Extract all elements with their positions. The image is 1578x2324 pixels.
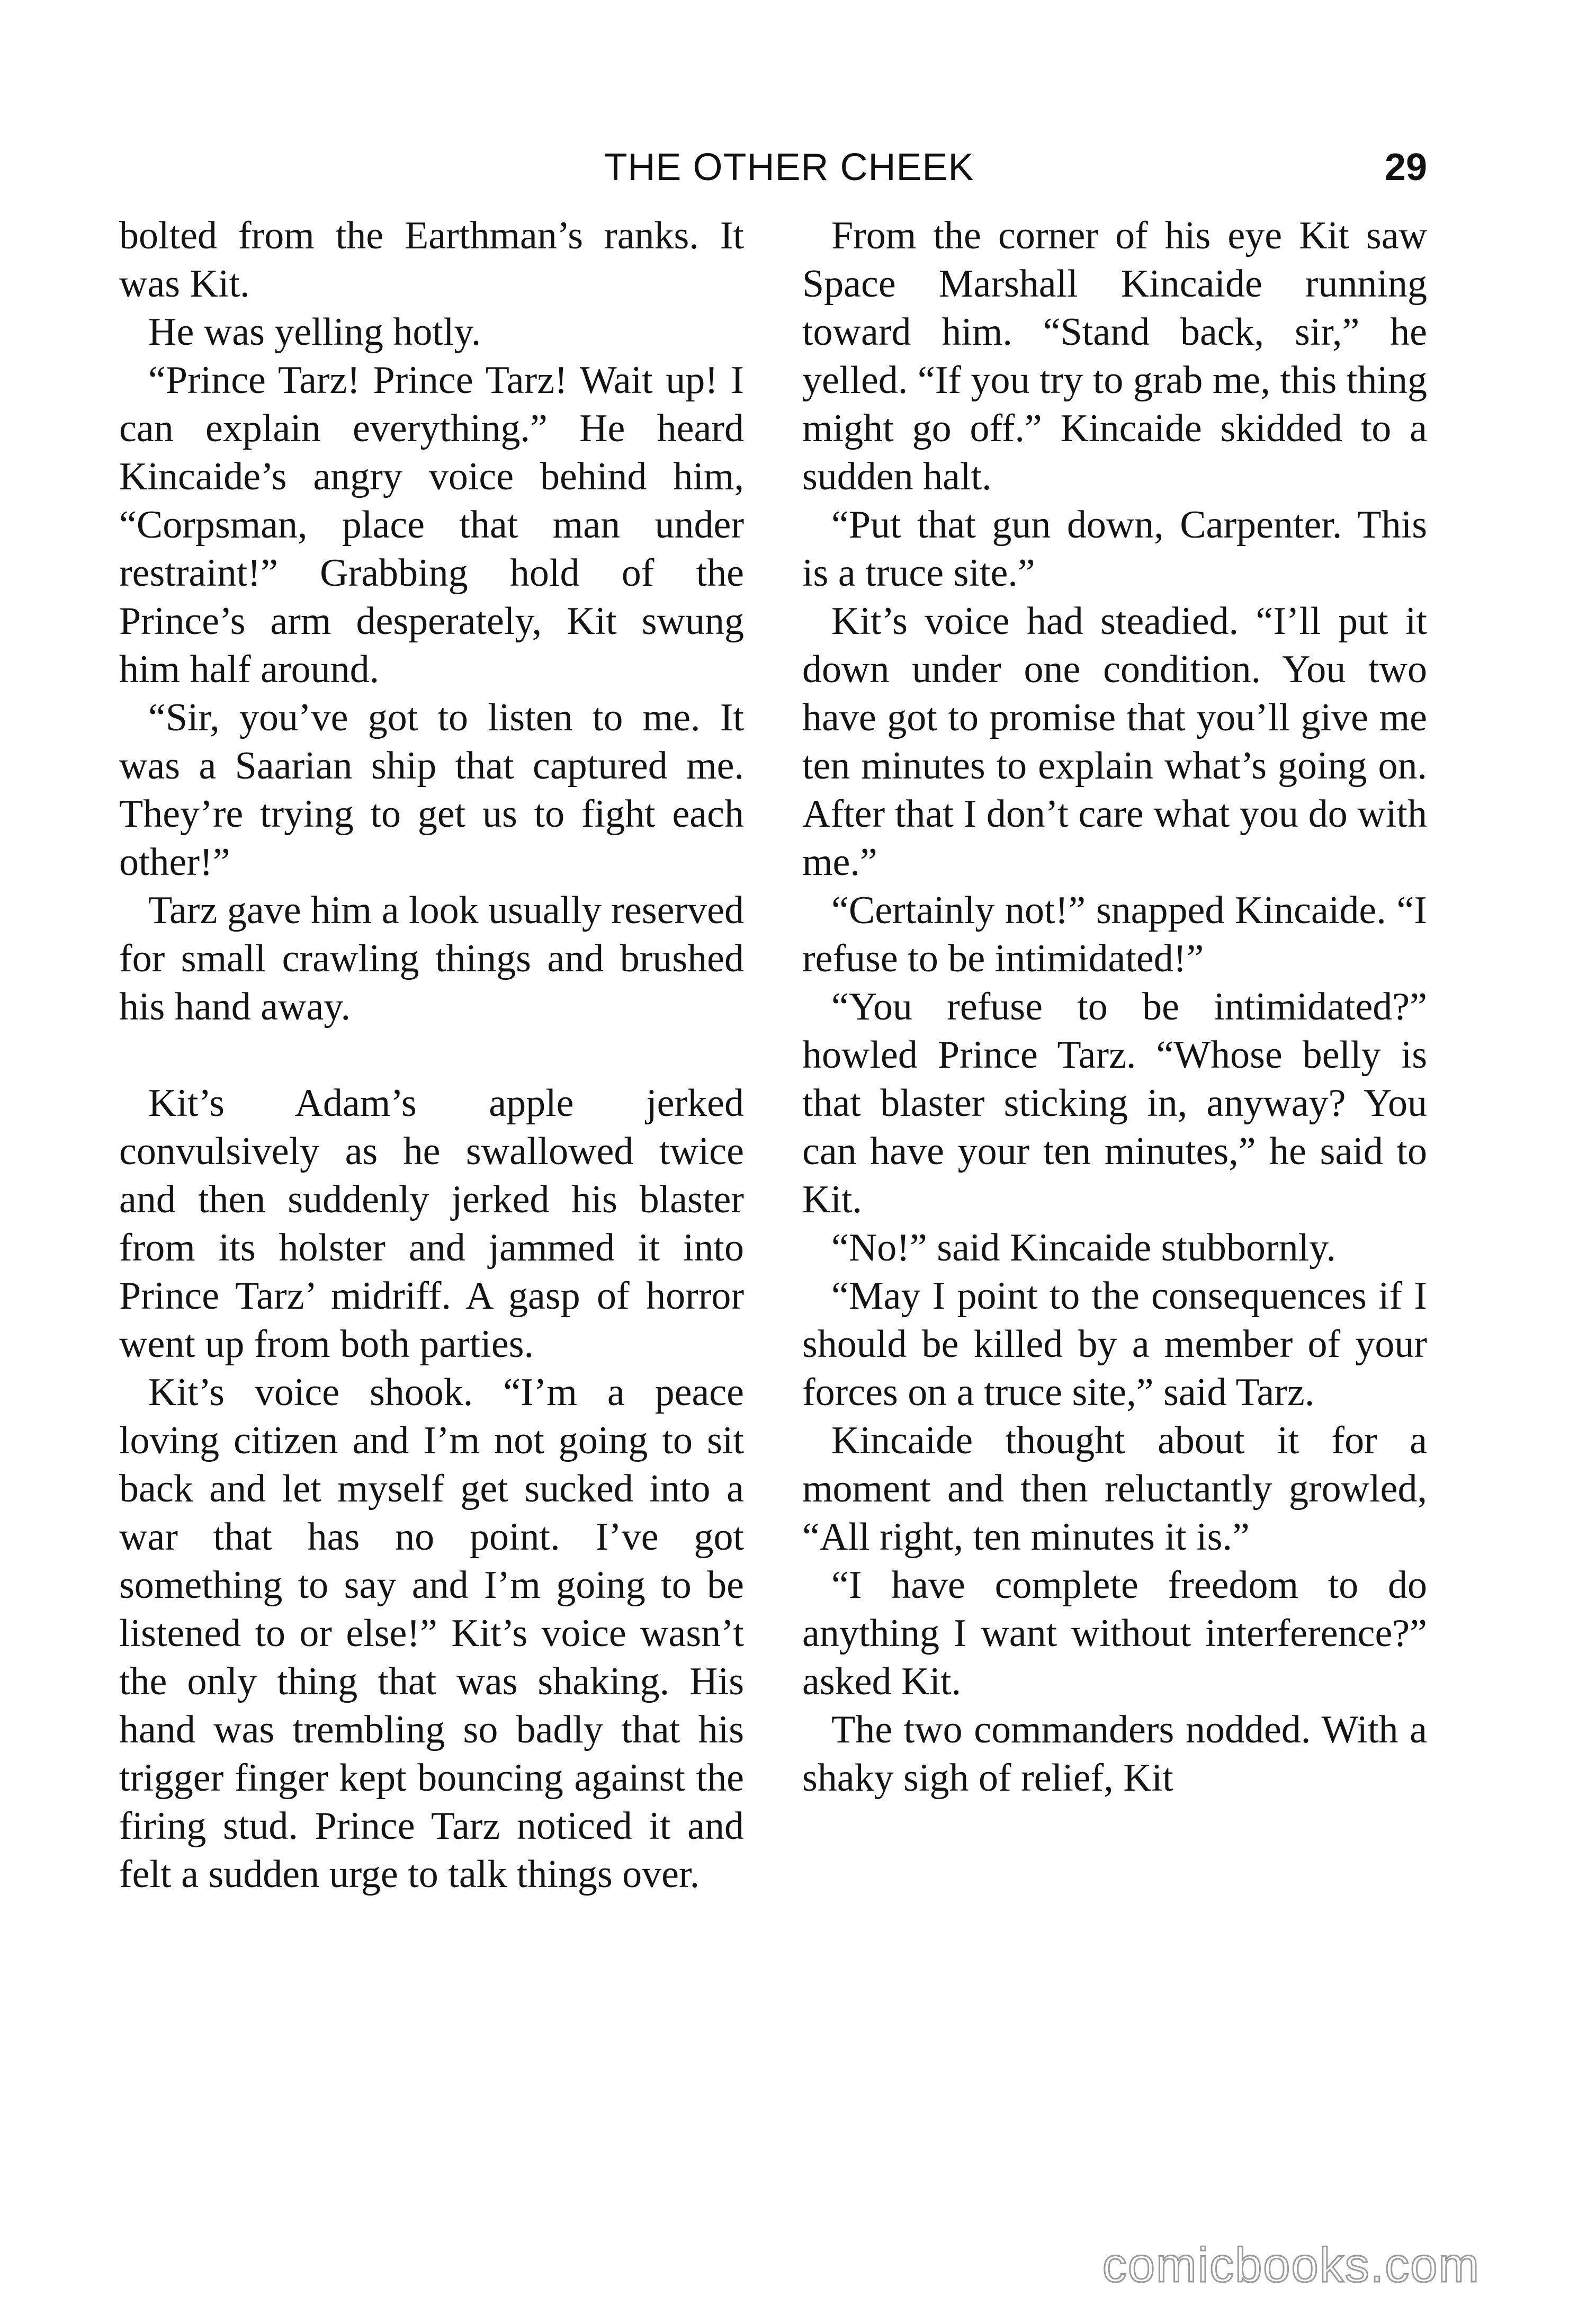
paragraph: “Sir, you’ve got to listen to me. It was a Saarian ship that captured me. They’re trying to get us to fight each other!” [119, 696, 744, 884]
paragraph: “Prince Tarz! Prince Tarz! Wait up! I can explain everything.” He heard Kincaide’s angry voice behind him, “Corpsman, place that man under restraint!” Grabbing hold of the Prince’s arm desperately, Kit swung him half around. [119, 359, 744, 691]
paragraph: The two commanders nodded. With a shaky sigh of relief, Kit [802, 1708, 1427, 1800]
paragraph: “Certainly not!” snapped Kincaide. “I refuse to be intimidated!” [802, 889, 1427, 980]
paragraph: “May I point to the consequences if I should be killed by a member of your forces on a truce site,” said Tarz. [802, 1274, 1427, 1414]
paragraph: Kit’s voice shook. “I’m a peace loving citizen and I’m not going to sit back and let myself get sucked into a war that has no point. I’ve got something to say and I’m going to be listened to or else!” Kit’s voice wasn’t the only thing that was shaking. His hand was trembling so badly that his trigger finger kept bouncing against the firing stud. Prince Tarz noticed it and felt a sudden urge to talk things over. [119, 1371, 744, 1896]
watermark-logo: comicbooks.com [1102, 2238, 1480, 2292]
left-column [119, 212, 744, 1899]
paragraph: Kit’s voice had steadied. “I’ll put it down under one condition. You two have got to promise that you’ll give me ten minutes to explain what’s going on. After that I don’t care what you do with me.” [802, 600, 1427, 884]
paragraph: bolted from the Earthman’s ranks. It was Kit. [119, 214, 744, 306]
paragraph: “I have complete freedom to do anything I want without interference?” asked Kit. [802, 1563, 1427, 1703]
paragraph: “You refuse to be intimidated?” howled Prince Tarz. “Whose belly is that blaster sticking in, anyway? You can have your ten minutes,” he said to Kit. [802, 985, 1427, 1221]
page-number: 29 [1384, 146, 1427, 189]
paragraph: Tarz gave him a look usually reserved for small crawling things and brushed his hand away. [119, 889, 744, 1029]
section-break [119, 1031, 744, 1079]
paragraph: Kit’s Adam’s apple jerked convulsively as he swallowed twice and then suddenly jerked his blaster from its holster and jammed it into Prince Tarz’ midriff. A gasp of horror went up from both parties. [119, 1081, 744, 1366]
paragraph: “No!” said Kincaide stubbornly. [831, 1226, 1336, 1270]
running-title: THE OTHER CHEEK [604, 146, 974, 189]
paragraph: “Put that gun down, Carpenter. This is a truce site.” [802, 503, 1427, 595]
paragraph: Kincaide thought about it for a moment and then reluctantly growled, “All right, ten minutes it is.” [802, 1419, 1427, 1559]
right-column [802, 212, 1427, 1802]
paragraph: He was yelling hotly. [148, 310, 481, 354]
paragraph: From the corner of his eye Kit saw Space Marshall Kincaide running toward him. “Stand back, sir,” he yelled. “If you try to grab me, this thing might go off.” Kincaide skidded to a sudden halt. [802, 214, 1427, 498]
